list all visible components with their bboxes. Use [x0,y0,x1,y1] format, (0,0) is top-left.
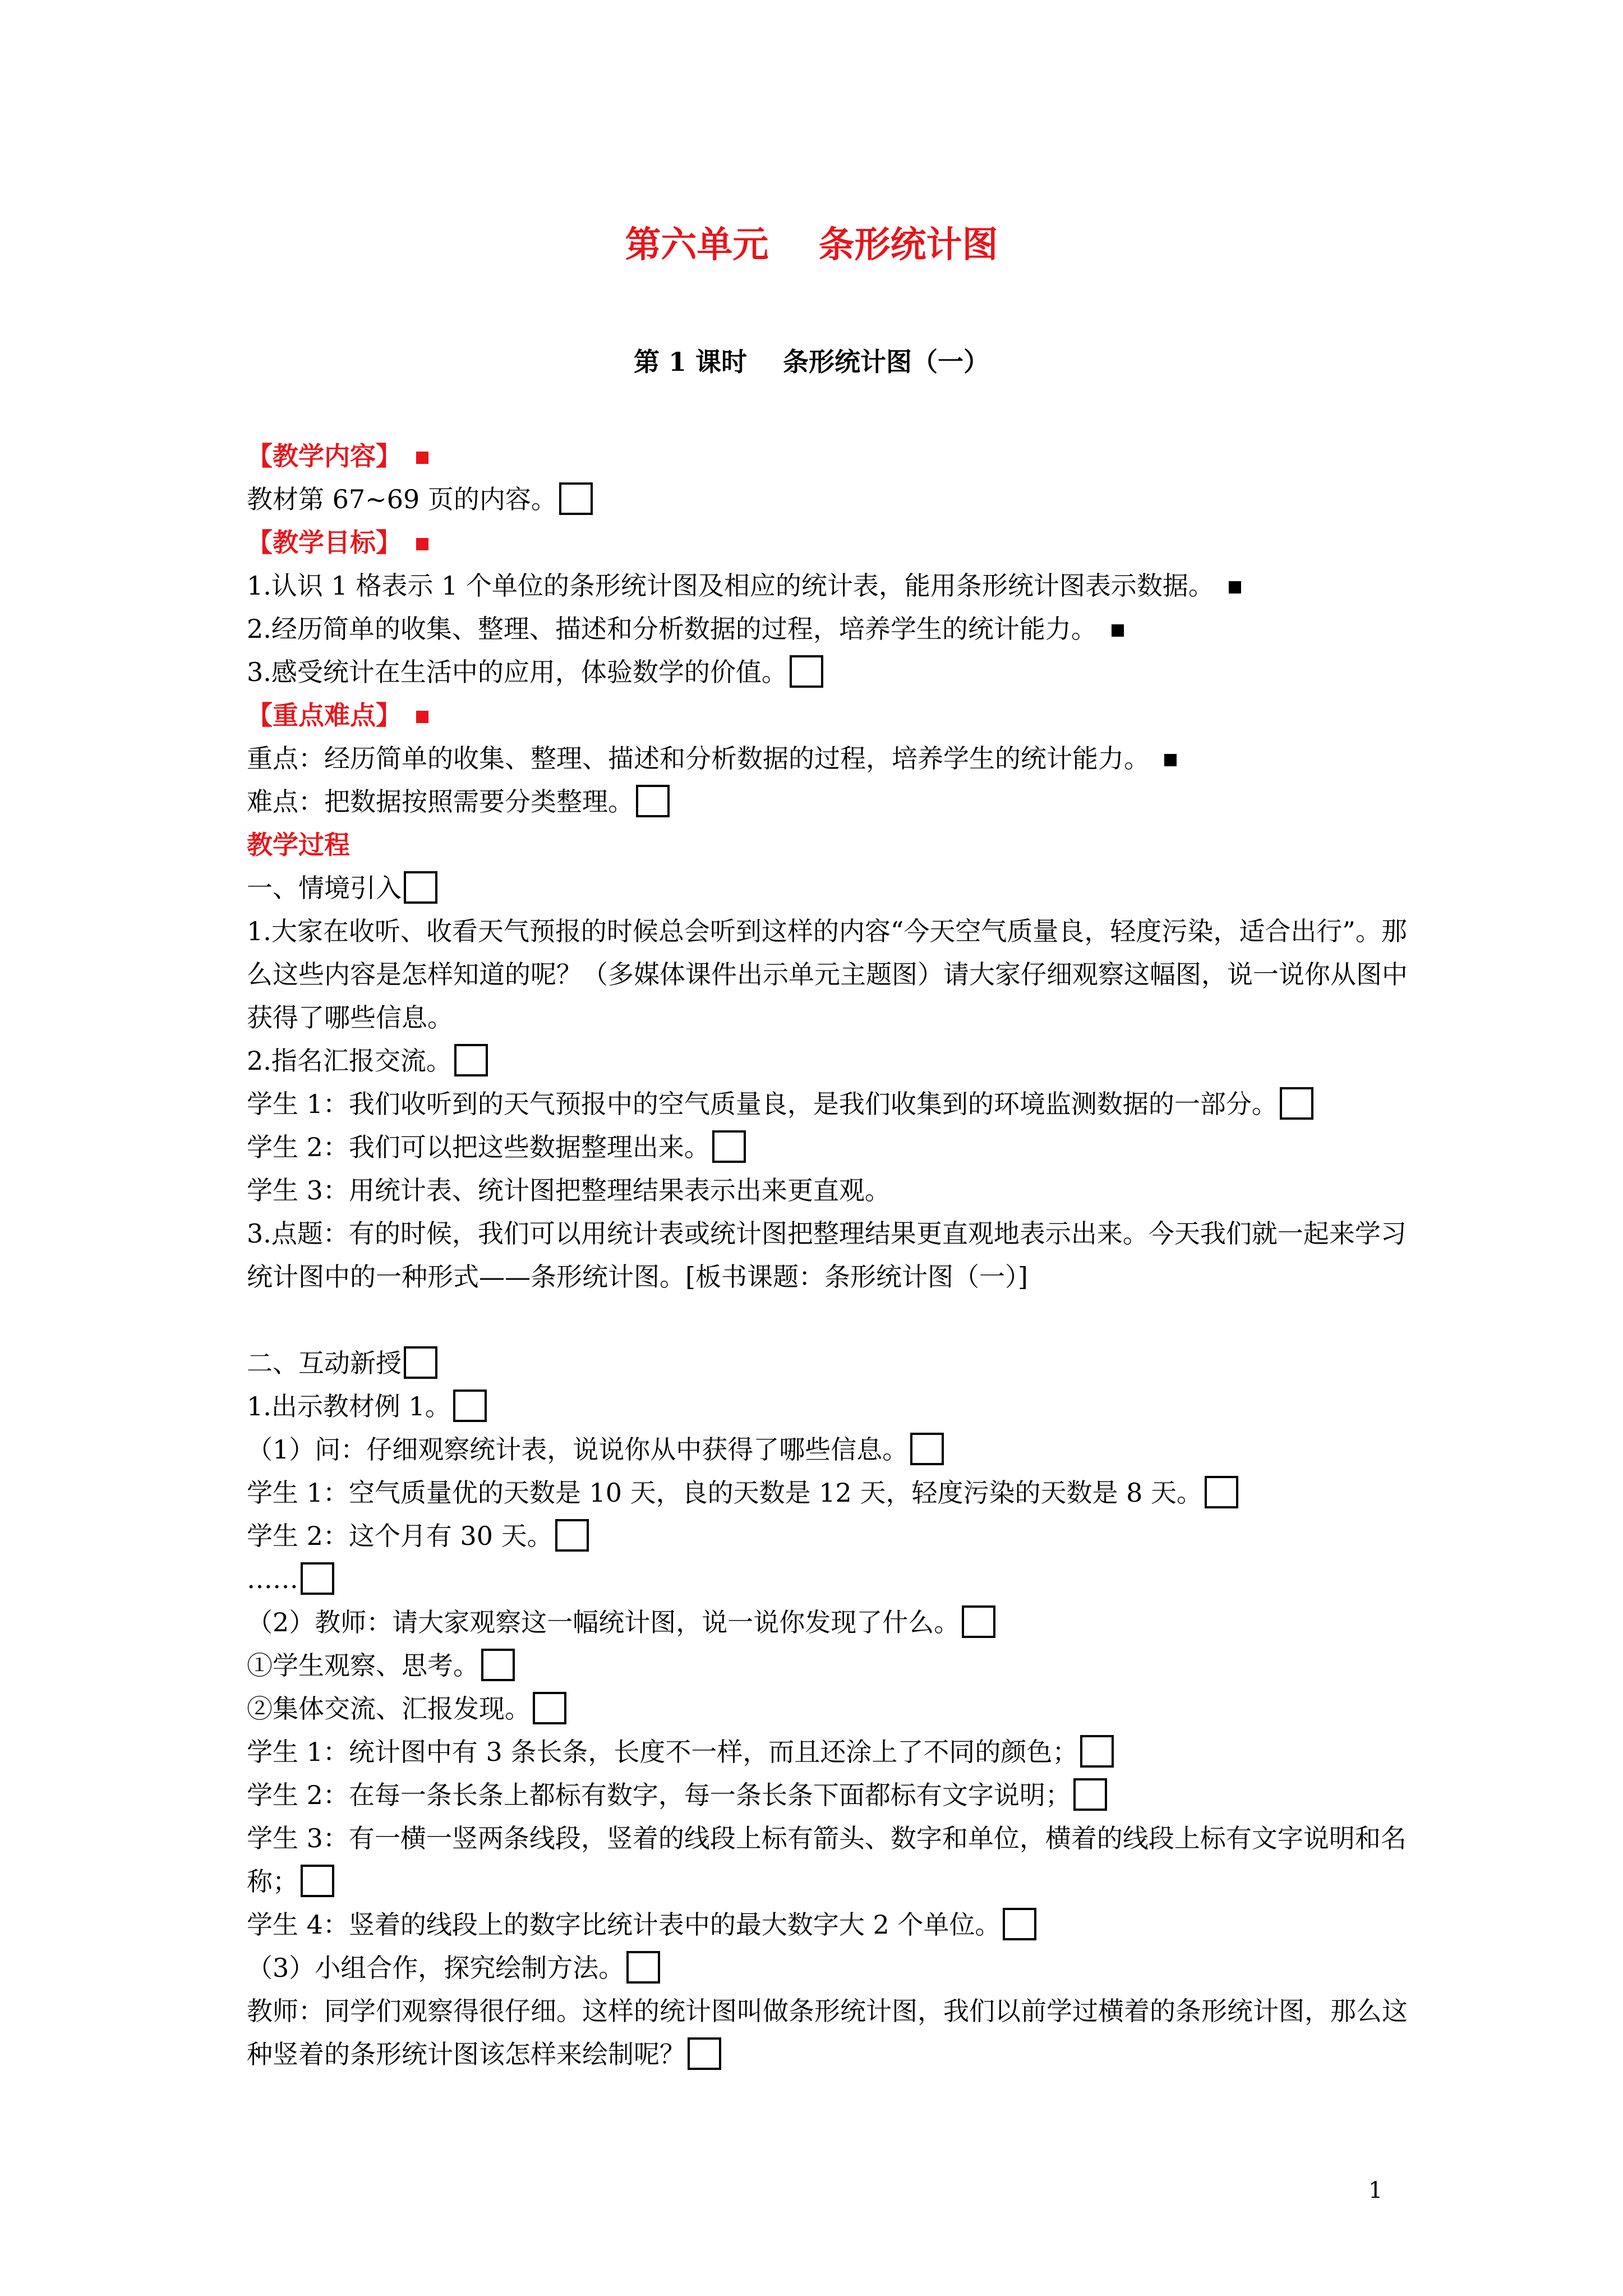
heading-text: 【教学目标】 [247,527,402,558]
red-square-icon [416,452,428,464]
goal-item: 1.认识 1 格表示 1 个单位的条形统计图及相应的统计表，能用条形统计图表示数据。 [247,564,1413,608]
checkbox-icon [962,1605,995,1638]
checkbox-icon [1205,1476,1238,1508]
difficulty-point: 难点：把数据按照需要分类整理。 [247,780,1413,823]
student-answer: 学生 2：这个月有 30 天。 [247,1515,1413,1558]
checkbox-icon [533,1692,566,1724]
key-point: 重点：经历简单的收集、整理、描述和分析数据的过程，培养学生的统计能力。 [247,737,1413,780]
checkbox-icon [1003,1908,1036,1940]
paragraph: ①学生观察、思考。 [247,1644,1413,1687]
checkbox-icon [1280,1087,1313,1120]
student-answer: 学生 2：我们可以把这些数据整理出来。 [247,1126,1413,1169]
ellipsis: …… [247,1558,1413,1601]
student-answer: 学生 3：有一横一竖两条线段，竖着的线段上标有箭头、数字和单位，横着的线段上标有文字说明和名称； [247,1823,1407,1897]
checkbox-icon [1073,1778,1107,1811]
checkbox-icon [688,2037,721,2070]
black-square-icon [1164,754,1177,766]
paragraph: 1.出示教材例 1。 [247,1385,1413,1428]
student-answer: 学生 4：竖着的线段上的数字比统计表中的最大数字大 2 个单位。 [247,1903,1413,1947]
checkbox-icon [790,655,823,688]
paragraph: 3.点题：有的时候，我们可以用统计表或统计图把整理结果更直观地表示出来。今天我们就一起来学习统计图中的一种形式——条形统计图。[板书课题：条形统计图（一）] [247,1218,1407,1292]
checkbox-icon [555,1519,589,1552]
document-body [247,435,1413,2076]
checkbox-icon [636,785,670,817]
paragraph: 1.大家在收听、收看天气预报的时候总会听到这样的内容“今天空气质量良，轻度污染，适合出行”。那么这些内容是怎样知道的呢？（多媒体课件出示单元主题图）请大家仔细观察这幅图，说一说你从图中获得了哪些信息。 [247,916,1408,1033]
section-heading-content [247,435,1413,478]
student-answer: 学生 2：在每一条长条上都标有数字，每一条长条下面都标有文字说明； [247,1774,1413,1817]
checkbox-icon [454,1044,488,1076]
goal-item: 2.经历简单的收集、整理、描述和分析数据的过程，培养学生的统计能力。 [247,608,1413,651]
checkbox-icon [404,1346,437,1379]
section-heading-process: 教学过程 [247,830,350,860]
paragraph: ②集体交流、汇报发现。 [247,1687,1413,1731]
paragraph: 2.指名汇报交流。 [247,1039,1413,1083]
part1-heading: 一、情境引入 [247,867,1413,910]
content-text: 教材第 67~69 页的内容。 [247,478,1413,521]
black-square-icon [1112,624,1124,637]
checkbox-icon [453,1389,487,1422]
lesson-title: 第 1 课时 条形统计图（一） [633,347,990,377]
paragraph: （3）小组合作，探究绘制方法。 [247,1947,1413,1990]
page-number: 1 [1368,2178,1383,2203]
red-square-icon [416,711,428,723]
section-heading-goals [247,521,1413,564]
heading-text: 【教学内容】 [247,441,402,471]
heading-text: 【重点难点】 [247,700,402,730]
part2-heading: 二、互动新授 [247,1342,1413,1385]
red-square-icon [416,538,428,550]
student-answer: 学生 1：空气质量优的天数是 10 天，良的天数是 12 天，轻度污染的天数是 8 天。 [247,1471,1413,1515]
teacher-paragraph: 教师：同学们观察得很仔细。这样的统计图叫做条形统计图，我们以前学过横着的条形统计图，那么这种竖着的条形统计图该怎样来绘制呢？ [247,1996,1408,2069]
checkbox-icon [301,1865,334,1897]
checkbox-icon [626,1951,660,1984]
paragraph: （1）问：仔细观察统计表，说说你从中获得了哪些信息。 [247,1428,1413,1471]
checkbox-icon [1080,1735,1114,1768]
checkbox-icon [559,482,593,515]
goal-item: 3.感受统计在生活中的应用，体验数学的价值。 [247,651,1413,694]
checkbox-icon [301,1562,334,1595]
checkbox-icon [481,1649,515,1681]
paragraph: （2）教师：请大家观察这一幅统计图，说一说你发现了什么。 [247,1601,1413,1644]
student-answer: 学生 3：用统计表、统计图把整理结果表示出来更直观。 [247,1175,891,1205]
section-heading-key-points [247,694,1413,737]
spacer [247,1299,1413,1342]
checkbox-icon [712,1130,746,1163]
checkbox-icon [910,1433,944,1465]
checkbox-icon [404,871,437,904]
unit-title: 第六单元 条形统计图 [625,224,998,266]
student-answer: 学生 1：统计图中有 3 条长条，长度不一样，而且还涂上了不同的颜色； [247,1731,1413,1774]
student-answer: 学生 1：我们收听到的天气预报中的空气质量良，是我们收集到的环境监测数据的一部分。 [247,1083,1413,1126]
black-square-icon [1229,581,1241,593]
